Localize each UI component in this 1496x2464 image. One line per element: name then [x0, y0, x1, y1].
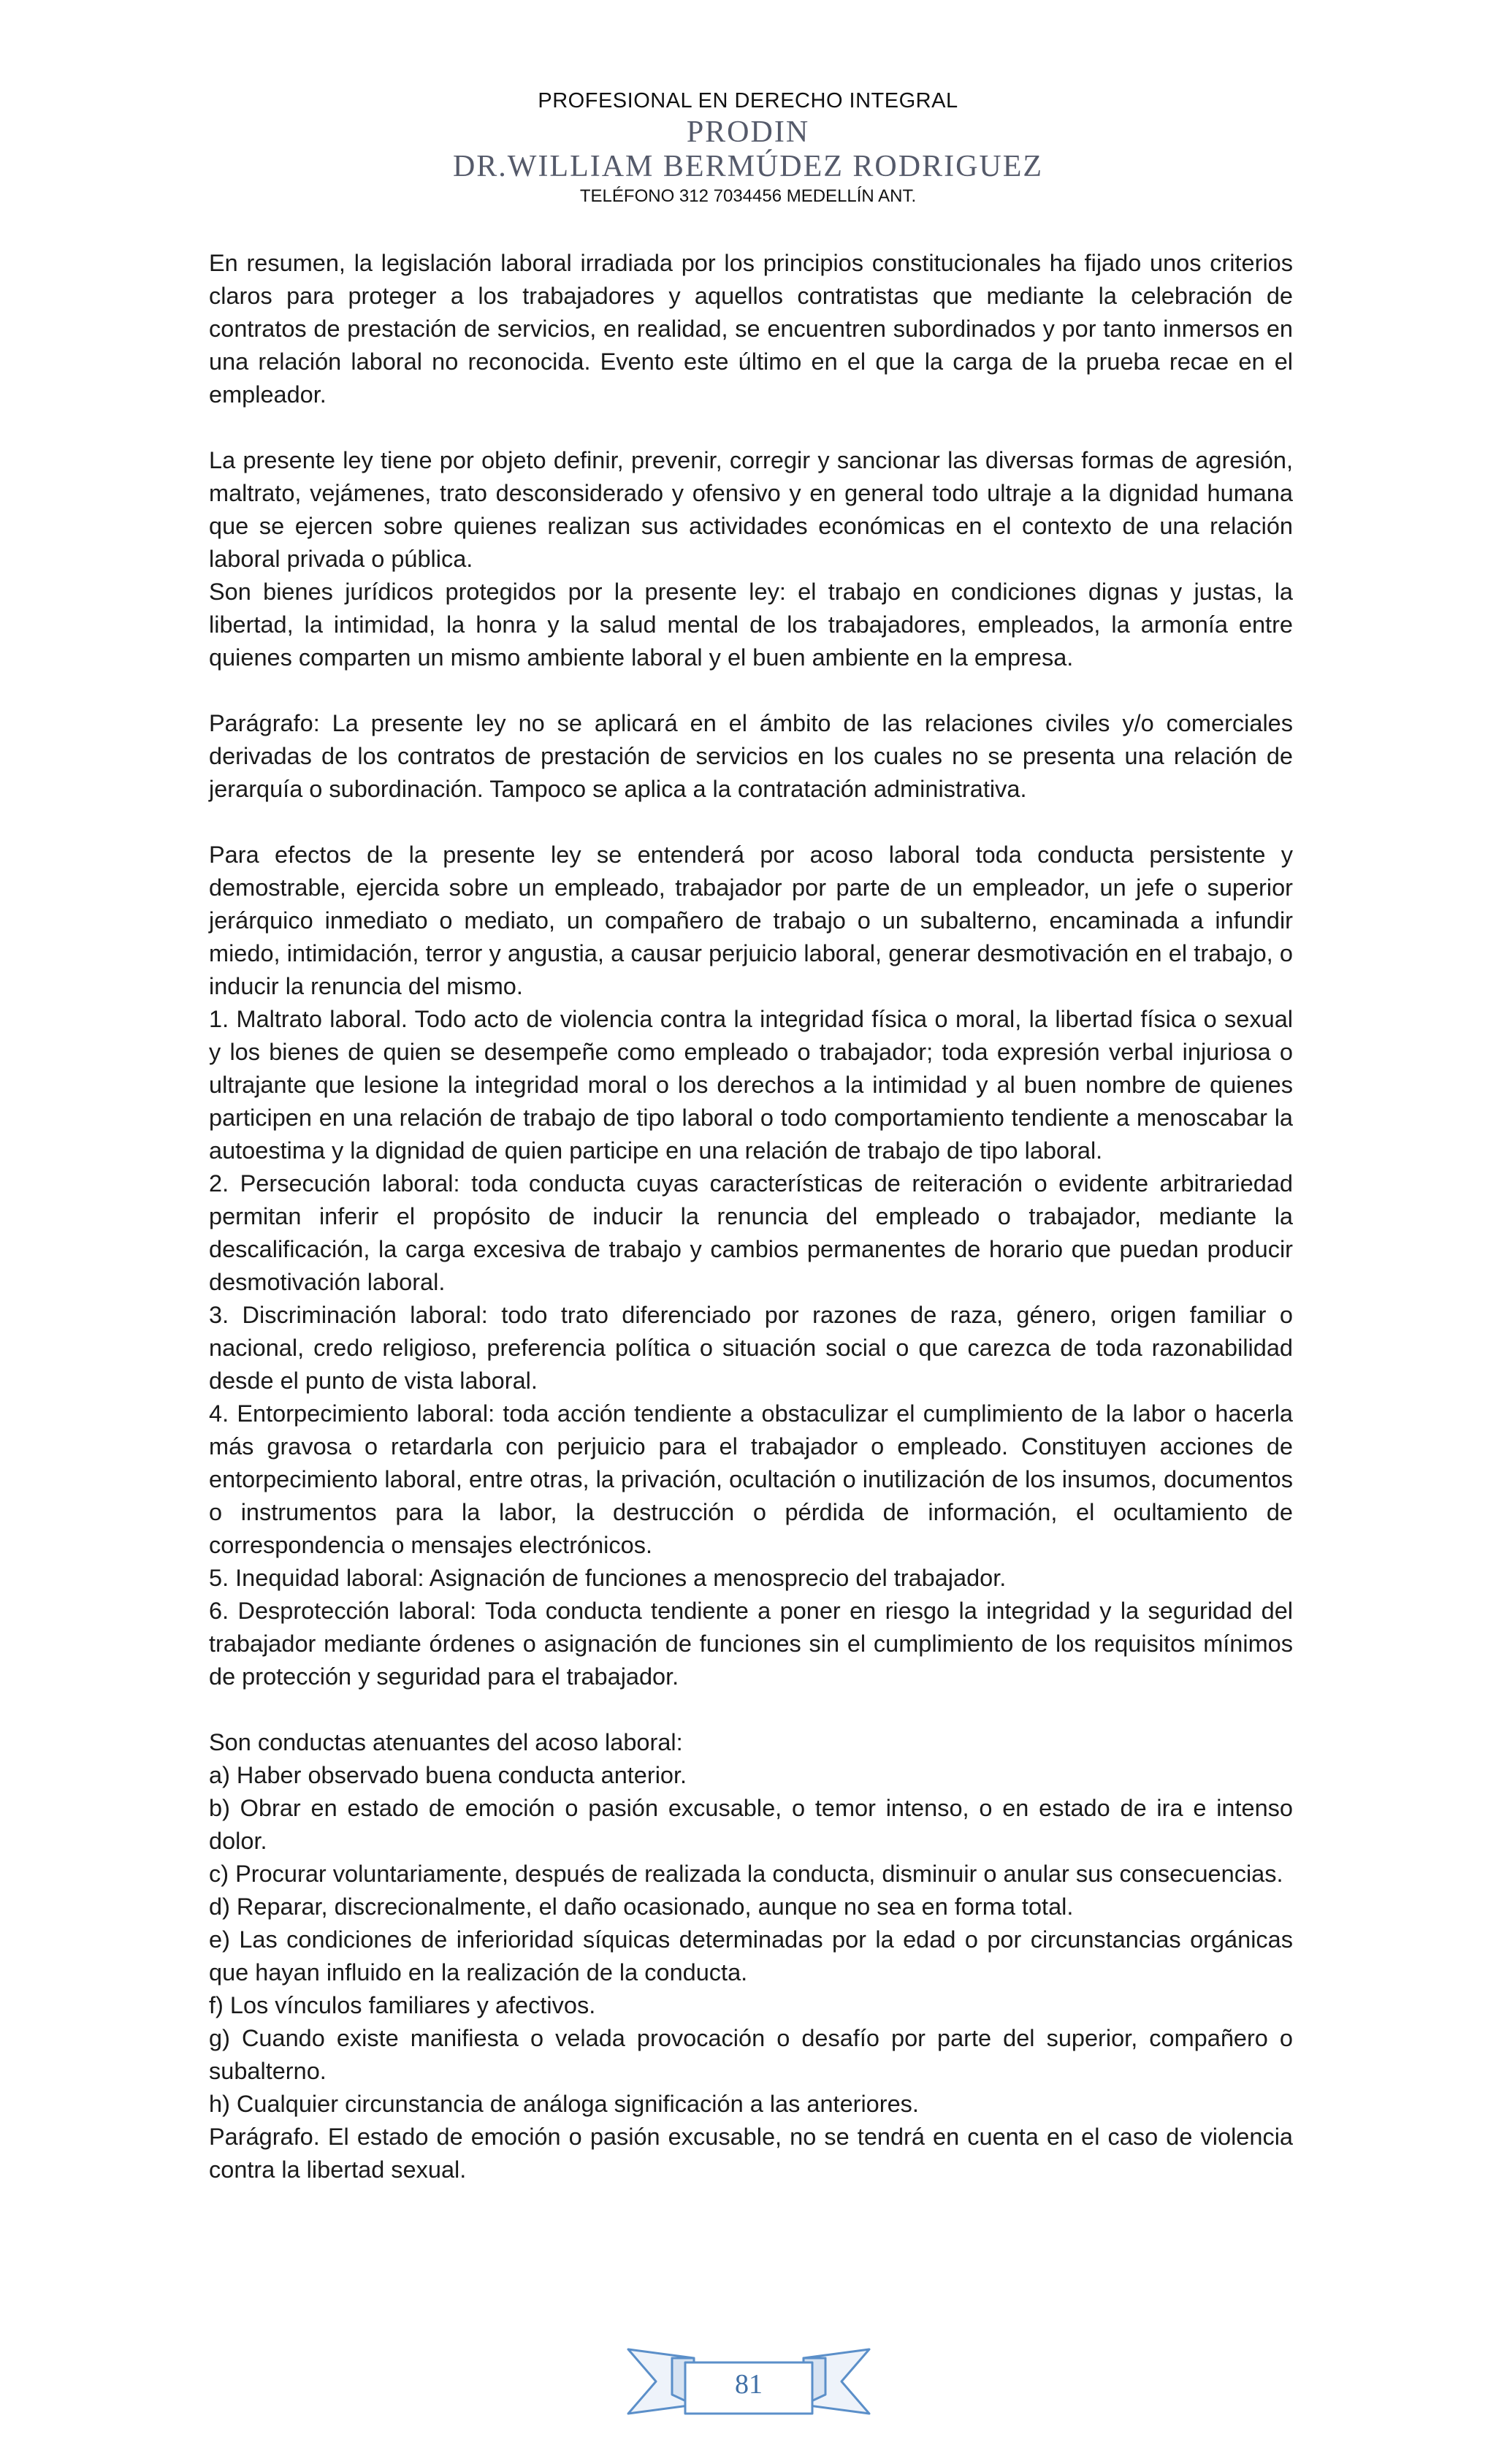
paragraph: 3. Discriminación laboral: todo trato diferenciado por razones de raza, género, origen familiar o nacional, credo religioso, preferencia política o situación social o que carezca de toda razonabilidad desde el punto de vista laboral.	[209, 1302, 1293, 1394]
paragraph: Parágrafo: La presente ley no se aplicará en el ámbito de las relaciones civiles y/o comerciales derivadas de los contratos de prestación de servicios en los cuales no se presenta una relación de jerarquía o subordinación. Tampoco se aplica a la contratación administrativa.	[209, 710, 1293, 802]
paragraph-spacer	[209, 1693, 1293, 1726]
paragraph: a) Haber observado buena conducta anterior.	[209, 1762, 687, 1788]
paragraph-spacer	[209, 411, 1293, 444]
paragraph: h) Cualquier circunstancia de análoga significación a las anteriores.	[209, 2091, 919, 2117]
paragraph: En resumen, la legislación laboral irradiada por los principios constitucionales ha fijado unos criterios claros para proteger a los trabajadores y aquellos contratistas que mediante la celebración de contratos de prestación de servicios, en realidad, se encuentren subordinados y por tanto inmersos en una relación laboral no reconocida. Evento este último en el que la carga de la prueba recae en el empleador.	[209, 250, 1293, 408]
paragraph: La presente ley tiene por objeto definir, prevenir, corregir y sancionar las diversas formas de agresión, maltrato, vejámenes, trato desconsiderado y ofensivo y en general todo ultraje a la dignidad humana que se ejercen sobre quienes realizan sus actividades económicas en el contexto de una relación laboral privada o pública.	[209, 447, 1293, 572]
header-profession: PROFESIONAL EN DERECHO INTEGRAL	[538, 89, 958, 112]
paragraph: f) Los vínculos familiares y afectivos.	[209, 1992, 596, 2018]
paragraph: c) Procurar voluntariamente, después de realizada la conducta, disminuir o anular sus consecuencias.	[209, 1861, 1283, 1887]
paragraph: b) Obrar en estado de emoción o pasión excusable, o temor intenso, o en estado de ira e intenso dolor.	[209, 1795, 1293, 1854]
paragraph: Parágrafo. El estado de emoción o pasión excusable, no se tendrá en cuenta en el caso de violencia contra la libertad sexual.	[209, 2124, 1293, 2183]
paragraph: 1. Maltrato laboral. Todo acto de violencia contra la integridad física o moral, la libertad física o sexual y los bienes de quien se desempeñe como empleado o trabajador; toda expresión verbal injuriosa o ultrajante que lesione la integridad moral o los derechos a la intimidad y al buen nombre de quienes participen en una relación de trabajo de tipo laboral o todo comportamiento tendiente a menoscabar la autoestima y la dignidad de quien participe en una relación de trabajo de tipo laboral.	[209, 1006, 1293, 1164]
page-footer	[627, 2343, 871, 2419]
page-number: 81	[735, 2369, 763, 2400]
page-header	[0, 86, 1496, 209]
paragraph: d) Reparar, discrecionalmente, el daño ocasionado, aunque no sea en forma total.	[209, 1893, 1074, 1920]
paragraph: 4. Entorpecimiento laboral: toda acción tendiente a obstaculizar el cumplimiento de la labor o hacerla más gravosa o retardarla con perjuicio para el trabajador o empleado. Constituyen acciones de entorpecimiento laboral, entre otras, la privación, ocultación o inutilización de los insumos, documentos o instrumentos para la labor, la destrucción o pérdida de información, el ocultamiento de correspondencia o mensajes electrónicos.	[209, 1400, 1293, 1558]
paragraph: g) Cuando existe manifiesta o velada provocación o desafío por parte del superior, compañero o subalterno.	[209, 2025, 1293, 2084]
header-author-name: DR.WILLIAM BERMÚDEZ RODRIGUEZ	[452, 150, 1044, 183]
paragraph: 2. Persecución laboral: toda conducta cuyas características de reiteración o evidente arbitrariedad permitan inferir el propósito de inducir la renuncia del empleado o trabajador, mediante la descalificación, la carga excesiva de trabajo y cambios permanentes de horario que puedan producir desmotivación laboral.	[209, 1170, 1293, 1295]
header-firm-name: PRODIN	[686, 115, 810, 149]
header-contact: TELÉFONO 312 7034456 MEDELLÍN ANT.	[579, 186, 917, 206]
document-body	[209, 247, 1293, 2186]
paragraph: 5. Inequidad laboral: Asignación de funciones a menosprecio del trabajador.	[209, 1565, 1007, 1591]
paragraph: Son conductas atenuantes del acoso laboral:	[209, 1729, 683, 1755]
paragraph: e) Las condiciones de inferioridad síquicas determinadas por la edad o por circunstancias orgánicas que hayan influido en la realización de la conducta.	[209, 1926, 1293, 1986]
paragraph: Para efectos de la presente ley se entenderá por acoso laboral toda conducta persistente y demostrable, ejercida sobre un empleado, trabajador por parte de un empleador, un jefe o superior jerárquico inmediato o mediato, un compañero de trabajo o un subalterno, encaminada a infundir miedo, intimidación, terror y angustia, a causar perjuicio laboral, generar desmotivación en el trabajo, o inducir la renuncia del mismo.	[209, 842, 1293, 999]
paragraph-spacer	[209, 674, 1293, 707]
paragraph: 6. Desprotección laboral: Toda conducta tendiente a poner en riesgo la integridad y la seguridad del trabajador mediante órdenes o asignación de funciones sin el cumplimiento de los requisitos mínimos de protección y seguridad para el trabajador.	[209, 1598, 1293, 1690]
paragraph-spacer	[209, 806, 1293, 839]
paragraph: Son bienes jurídicos protegidos por la presente ley: el trabajo en condiciones dignas y justas, la libertad, la intimidad, la honra y la salud mental de los trabajadores, empleados, la armonía entre quienes comparten un mismo ambiente laboral y el buen ambiente en la empresa.	[209, 579, 1293, 671]
